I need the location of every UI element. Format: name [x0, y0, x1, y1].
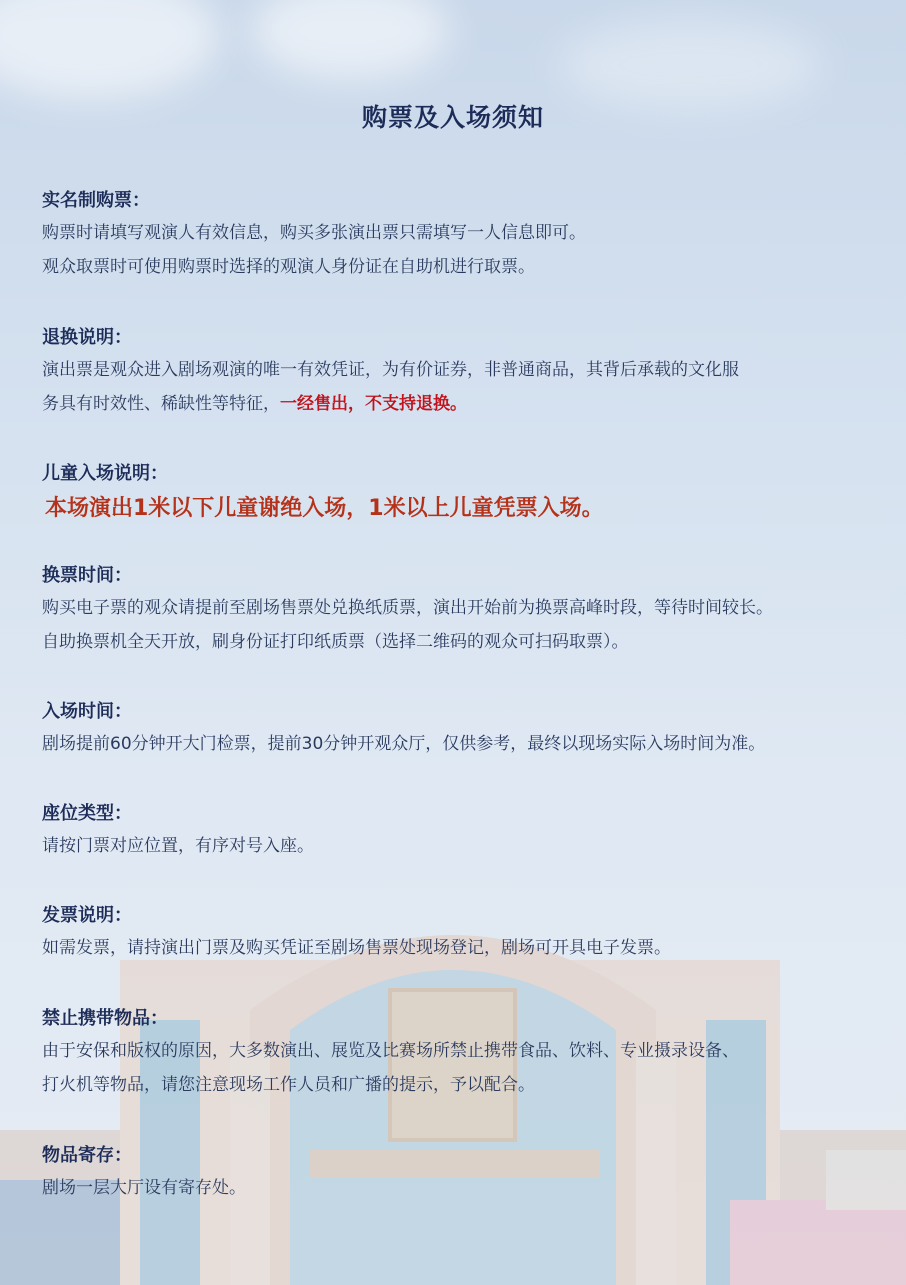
section-entry-time — [42, 697, 892, 761]
section-storage — [42, 1141, 892, 1205]
section-children — [42, 459, 892, 529]
section-text: 演出票是观众进入剧场观演的唯一有效凭证，为有价证券，非普通商品，其背后承载的文化服 — [42, 360, 739, 380]
section-text: 打火机等物品，请您注意现场工作人员和广播的提示，予以配合。 — [42, 1075, 535, 1095]
section-text: 剧场提前60分钟开大门检票，提前30分钟开观众厅，仅供参考，最终以现场实际入场时间为准。 — [42, 734, 766, 754]
section-heading: 座位类型： — [42, 803, 132, 824]
section-invoice — [42, 901, 892, 965]
section-heading: 物品寄存： — [42, 1145, 132, 1166]
section-prohibited-items — [42, 1004, 892, 1102]
section-seat-type — [42, 799, 892, 863]
section-text: 如需发票，请持演出门票及购买凭证至剧场售票处现场登记，剧场可开具电子发票。 — [42, 938, 671, 958]
section-text: 剧场一层大厅设有寄存处。 — [42, 1178, 246, 1198]
text-normal: 务具有时效性、稀缺性等特征， — [42, 394, 280, 414]
children-policy-highlight: 本场演出1米以下儿童谢绝入场，1米以上儿童凭票入场。 — [45, 496, 604, 521]
section-heading: 儿童入场说明： — [42, 463, 168, 484]
page-title: 购票及入场须知 — [361, 103, 544, 132]
section-heading: 实名制购票： — [42, 190, 150, 211]
section-real-name — [42, 186, 892, 284]
section-text — [42, 387, 892, 421]
section-text: 请按门票对应位置，有序对号入座。 — [42, 836, 314, 856]
section-heading: 禁止携带物品： — [42, 1008, 168, 1029]
section-text: 自助换票机全天开放，刷身份证打印纸质票（选择二维码的观众可扫码取票）。 — [42, 632, 629, 652]
section-refund — [42, 323, 892, 421]
section-heading: 发票说明： — [42, 905, 132, 926]
section-heading: 退换说明： — [42, 327, 132, 348]
no-refund-warning: 一经售出，不支持退换。 — [280, 394, 467, 414]
section-text: 购票时请填写观演人有效信息，购买多张演出票只需填写一人信息即可。 — [42, 223, 586, 243]
section-text: 由于安保和版权的原因，大多数演出、展览及比赛场所禁止携带食品、饮料、专业摄录设备、 — [42, 1041, 739, 1061]
section-heading: 入场时间： — [42, 701, 132, 722]
section-heading: 换票时间： — [42, 565, 132, 586]
section-exchange-time — [42, 561, 892, 659]
section-text: 购买电子票的观众请提前至剧场售票处兑换纸质票，演出开始前为换票高峰时段，等待时间较长。 — [42, 598, 773, 618]
section-text: 观众取票时可使用购票时选择的观演人身份证在自助机进行取票。 — [42, 257, 535, 277]
